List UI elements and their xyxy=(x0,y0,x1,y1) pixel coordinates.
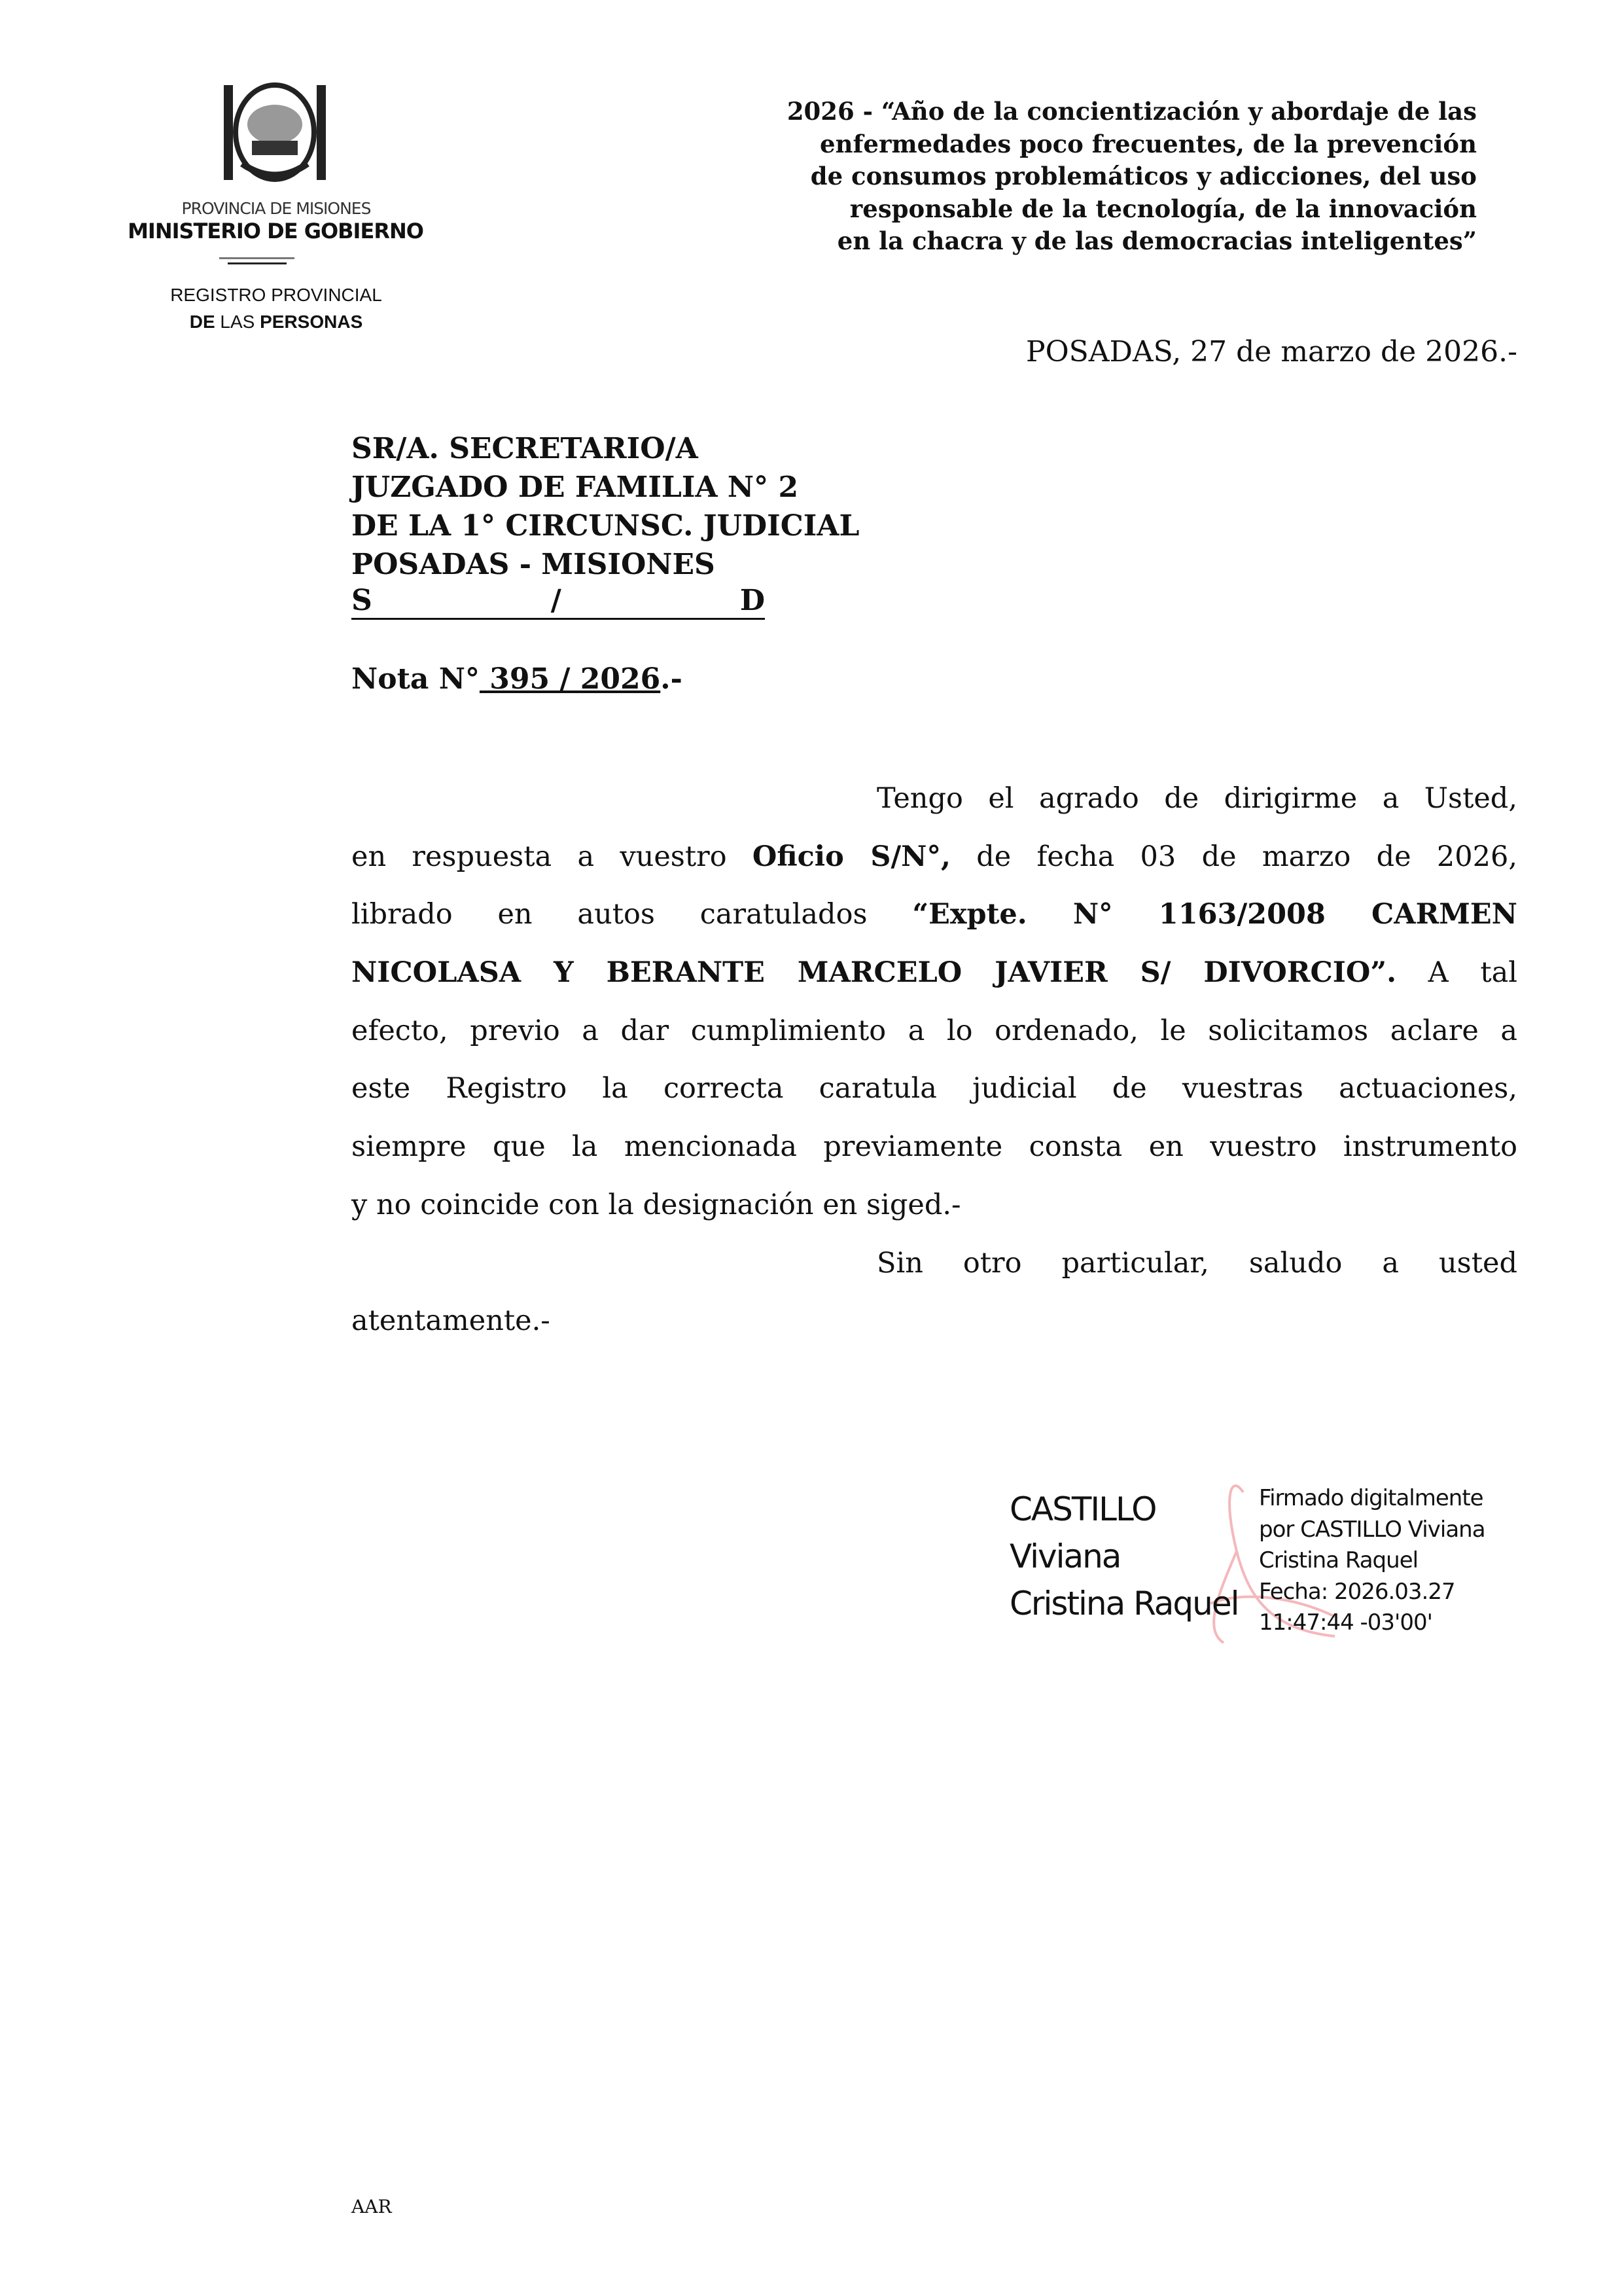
sd-d: D xyxy=(739,584,765,617)
note-suffix: .- xyxy=(660,662,682,696)
signature-info-line: 11:47:44 -03'00' xyxy=(1259,1609,1432,1636)
date-line: POSADAS, 27 de marzo de 2026.- xyxy=(1025,335,1517,368)
note-number xyxy=(351,662,682,696)
letter-body xyxy=(351,778,1517,1358)
body-line: y no coincide con la designación en siged.- xyxy=(351,1188,961,1221)
body-line xyxy=(351,836,1517,894)
case-ref: NICOLASA Y BERANTE MARCELO JAVIER S/ DIVORCIO”. xyxy=(351,956,1397,990)
motto-line: de consumos problemáticos y adicciones, del uso xyxy=(810,162,1477,191)
divider xyxy=(228,262,287,264)
registry-las: LAS xyxy=(215,312,260,332)
text: en respuesta a vuestro xyxy=(351,840,752,873)
case-ref: “Expte. N° 1163/2008 CARMEN xyxy=(912,898,1517,931)
signer-name-line: Cristina Raquel xyxy=(1010,1585,1239,1623)
body-line xyxy=(351,893,1517,952)
signature-info xyxy=(1259,1483,1485,1639)
motto-line: enfermedades poco frecuentes, de la prevención xyxy=(820,129,1477,158)
ministry-name: MINISTERIO DE GOBIERNO xyxy=(128,219,423,243)
body-line: Sin otro particular, saludo a usted xyxy=(877,1246,1517,1280)
body-line: siempre que la mencionada previamente consta en vuestro instrumento xyxy=(351,1130,1517,1164)
author-initials: AAR xyxy=(351,2196,392,2217)
registry-line xyxy=(145,308,407,335)
addressee-line: POSADAS - MISIONES xyxy=(351,548,715,581)
registry-line: REGISTRO PROVINCIAL xyxy=(170,285,382,305)
signature-info-line: por CASTILLO Viviana xyxy=(1259,1516,1485,1543)
addressee-line: SR/A. SECRETARIO/A xyxy=(351,432,698,465)
divider xyxy=(219,257,294,259)
body-line xyxy=(351,952,1517,1010)
registry-de: DE xyxy=(189,312,215,332)
signer-name-line: Viviana xyxy=(1010,1537,1121,1575)
text: librado en autos caratulados xyxy=(351,898,913,931)
province-name: PROVINCIA DE MISIONES xyxy=(181,199,371,218)
text: de fecha 03 de marzo de 2026, xyxy=(950,840,1517,873)
motto-line: responsable de la tecnología, de la innovación xyxy=(849,194,1477,223)
body-line: este Registro la correcta caratula judicial de vuestras actuaciones, xyxy=(351,1072,1517,1105)
signature-info-line: Fecha: 2026.03.27 xyxy=(1259,1578,1455,1605)
note-label: Nota N° xyxy=(351,662,480,696)
addressee-line: DE LA 1° CIRCUNSC. JUDICIAL xyxy=(351,509,860,543)
signature-info-line: Cristina Raquel xyxy=(1259,1547,1419,1573)
province-coat-of-arms-logo xyxy=(216,79,334,187)
body-line: atentamente.- xyxy=(351,1304,550,1338)
addressee-line: JUZGADO DE FAMILIA N° 2 xyxy=(351,471,799,504)
body-line: efecto, previo a dar cumplimiento a lo ordenado, le solicitamos aclare a xyxy=(351,1014,1517,1047)
sd-slash: / xyxy=(550,584,561,617)
registry-personas: PERSONAS xyxy=(260,312,363,332)
registry-name xyxy=(145,281,407,335)
signer-name xyxy=(1010,1486,1239,1627)
oficio-ref: Oficio S/N°, xyxy=(752,840,951,873)
signature-info-line: Firmado digitalmente xyxy=(1259,1485,1483,1511)
sd-s: S xyxy=(351,584,372,617)
motto-line: 2026 - “Año de la concientización y abordaje de las xyxy=(786,97,1477,126)
text: A tal xyxy=(1396,956,1518,990)
signer-name-line: CASTILLO xyxy=(1010,1490,1156,1528)
body-line: Tengo el agrado de dirigirme a Usted, xyxy=(877,782,1517,815)
s-d-line xyxy=(351,584,765,620)
note-number-value: 395 / 2026 xyxy=(479,662,661,696)
motto-line: en la chacra y de las democracias inteligentes” xyxy=(837,226,1477,256)
addressee-block xyxy=(351,429,859,620)
year-motto xyxy=(561,96,1477,258)
